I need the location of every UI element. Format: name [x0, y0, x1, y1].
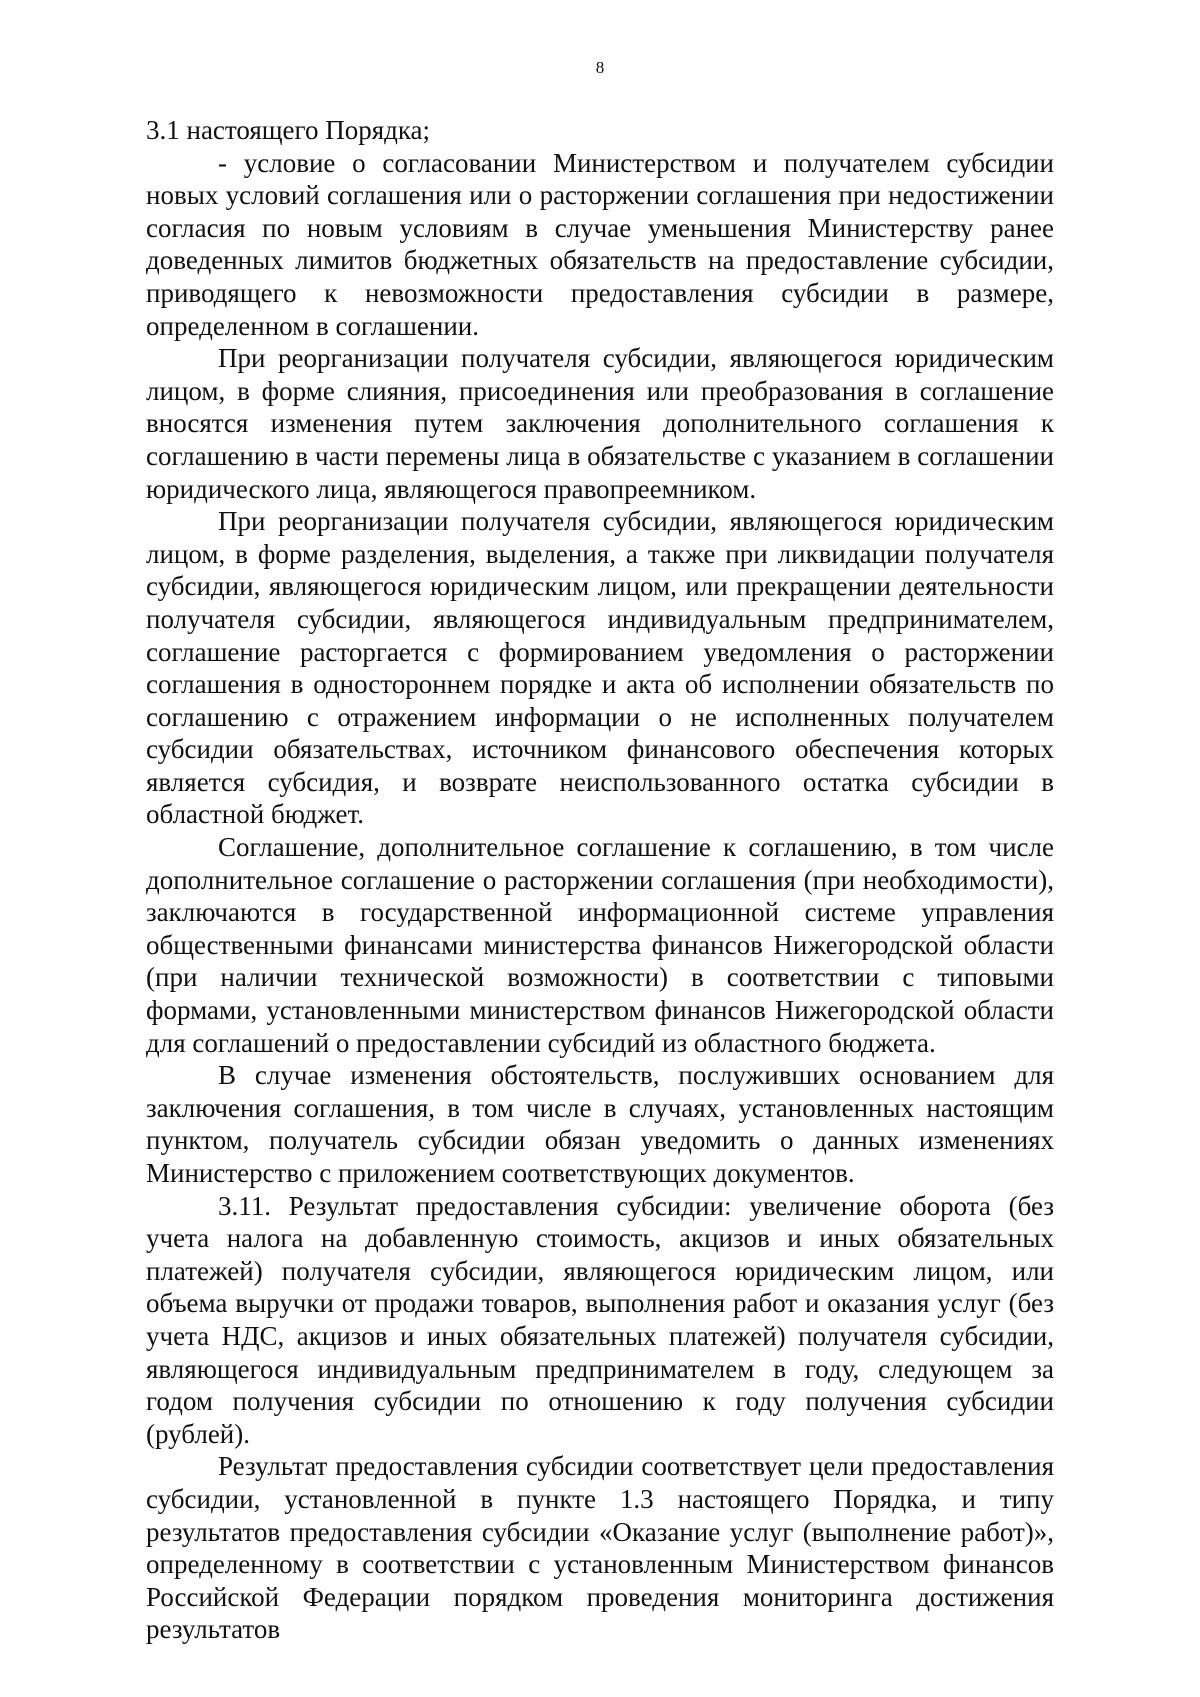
- paragraph-reorganization-division: При реорганизации получателя субсидии, являющегося юридическим лицом, в форме разделения, выделения, а также при ликвидации получателя субсидии, являющегося юридическим лицом, или прекращении деятельности получателя субсидии, являющегося индивидуальным предпринимателем, соглашение расторгается с формированием уведомления о расторжении соглашения в одностороннем порядке и акта об исполнении обязательств по соглашению с отражением информации о не исполненных получателем субсидии обязательствах, источником финансового обеспечения которых является субсидия, и возврате неиспользованного остатка субсидии в областной бюджет.: [146, 506, 1054, 830]
- page-number: 8: [595, 58, 605, 77]
- paragraph-circumstances-change: В случае изменения обстоятельств, послуживших основанием для заключения соглашения, в том числе в случаях, установленных настоящим пунктом, получатель субсидии обязан уведомить о данных изменениях Министерство с приложением соответствующих документов.: [146, 1060, 1054, 1188]
- paragraph-section-3-11: 3.11. Результат предоставления субсидии: увеличение оборота (без учета налога на добавленную стоимость, акцизов и иных обязательных платежей) получателя субсидии, являющегося юридическим лицом, или объема выручки от продажи товаров, выполнения работ и оказания услуг (без учета НДС, акцизов и иных обязательных платежей) получателя субсидии, являющегося индивидуальным предпринимателем в году, следующем за годом получения субсидии по отношению к году получения субсидии (рублей).: [146, 1190, 1054, 1449]
- paragraph-result-purpose: Результат предоставления субсидии соответствует цели предоставления субсидии, установленной в пункте 1.3 настоящего Порядка, и типу результатов предоставления субсидии «Оказание услуг (выполнение работ)», определенному в соответствии с установленным Министерством финансов Российской Федерации порядком проведения мониторинга достижения результатов: [146, 1451, 1054, 1645]
- paragraph-condition-agreement-terms: - условие о согласовании Министерством и получателем субсидии новых условий соглашения или о расторжении соглашения при недостижении согласия по новым условиям в случае уменьшения Министерству ранее доведенных лимитов бюджетных обязательств на предоставление субсидии, приводящего к невозможности предоставления субсидии в размере, определенном в соглашении.: [146, 147, 1054, 341]
- paragraph-agreement-conclusion: Соглашение, дополнительное соглашение к соглашению, в том числе дополнительное соглашение о расторжении соглашения (при необходимости), заключаются в государственной информационной системе управления общественными финансами министерства финансов Нижегородской области (при наличии технической возможности) в соответствии с типовыми формами, установленными министерством финансов Нижегородской области для соглашений о предоставлении субсидий из областного бюджета.: [146, 832, 1054, 1058]
- paragraph-reorganization-merger: При реорганизации получателя субсидии, являющегося юридическим лицом, в форме слияния, присоединения или преобразования в соглашение вносятся изменения путем заключения дополнительного соглашения к соглашению в части перемены лица в обязательстве с указанием в соглашении юридического лица, являющегося правопреемником.: [146, 343, 1054, 504]
- paragraph-continuation: 3.1 настоящего Порядка;: [146, 115, 431, 145]
- document-body: [146, 114, 1054, 1646]
